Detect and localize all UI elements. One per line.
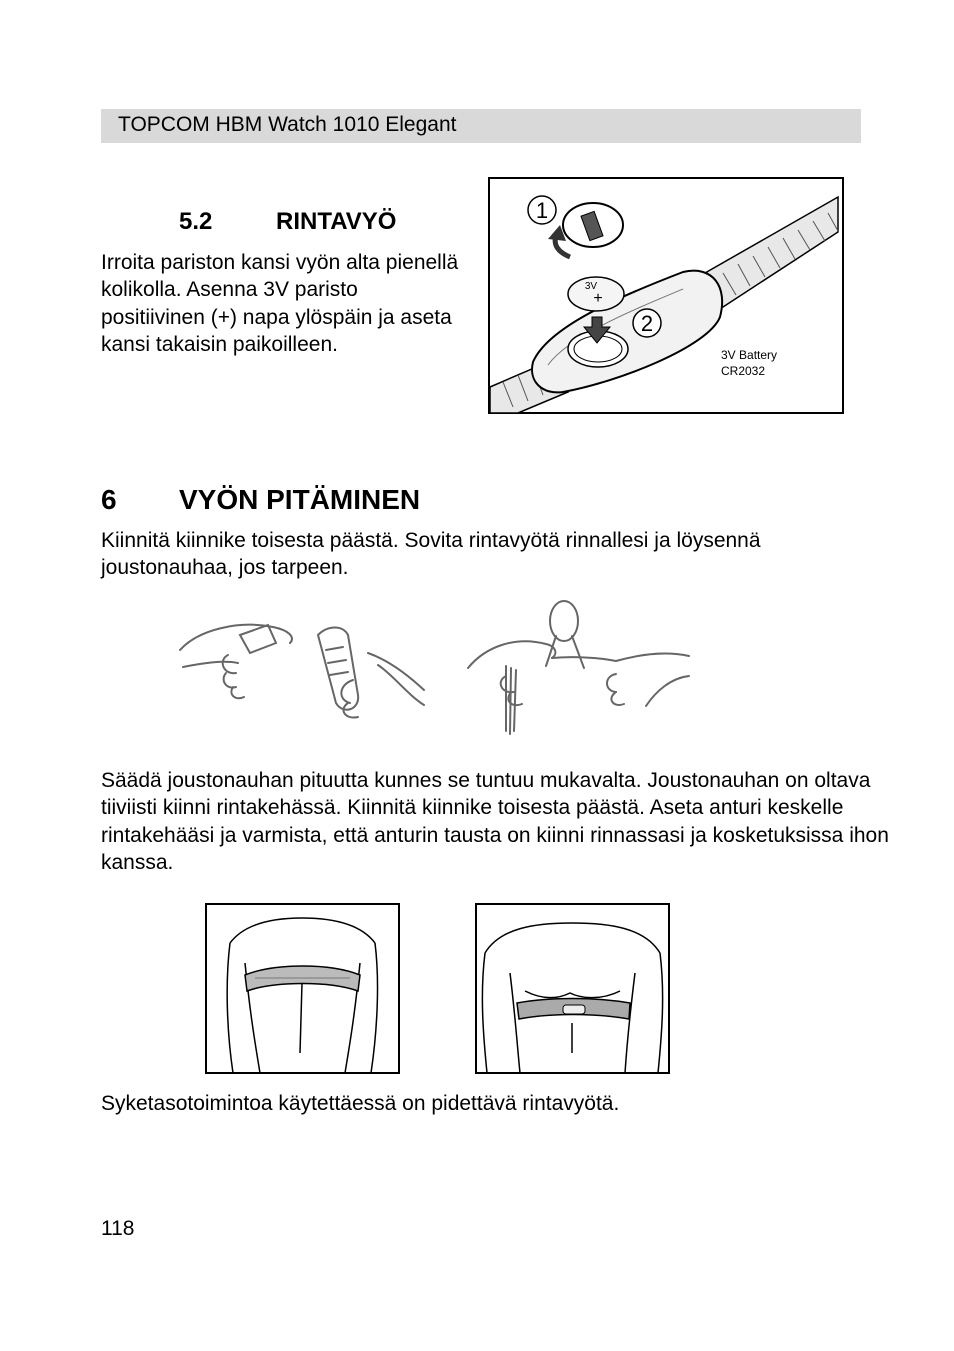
hands-attach-clip-illustration	[178, 605, 426, 725]
torso-back-strap-illustration	[205, 903, 400, 1074]
document-title: TOPCOM HBM Watch 1010 Elegant	[118, 113, 457, 136]
battery-label-line2: CR2032	[721, 364, 766, 378]
coin-plus-label: +	[593, 290, 603, 307]
step-1-marker: 1	[535, 198, 549, 223]
battery-label-line1: 3V Battery	[721, 348, 778, 362]
section-6-number: 6	[101, 484, 117, 515]
step-2-marker: 2	[640, 311, 654, 336]
section-6-adjust-text: Säädä joustonauhan pituutta kunnes se tuntuu mukavalta. Joustonauhan on oltava tiiviisti kiinni rintakehässä. Kiinnitä kiinnike toisesta päästä. Aseta anturi keskelle rintakehääsi ja varmista, että anturin tausta on kiinni rinnassasi ja kosketuksissa ihon kanssa.	[101, 769, 889, 875]
hands-loosen-strap-illustration	[466, 596, 691, 736]
torso-front-strap-illustration	[475, 903, 670, 1074]
coin-voltage-label: 3V	[584, 281, 598, 292]
section-5-2-number: 5.2	[179, 208, 213, 235]
page-number: 118	[101, 1217, 135, 1240]
section-5-2-body: Irroita pariston kansi vyön alta pienellä kolikolla. Asenna 3V paristo positiivinen (+) napa ylöspäin ja aseta kansi takaisin paikoilleen.	[101, 251, 459, 357]
battery-install-illustration	[488, 177, 844, 414]
section-6-note: Syketasotoimintoa käytettäessä on pidettävä rintavyötä.	[101, 1092, 620, 1115]
section-5-2-title: RINTAVYÖ	[276, 208, 397, 235]
section-6-intro: Kiinnitä kiinnike toisesta päästä. Sovita rintavyötä rinnallesi ja löysennä joustonauhaa, jos tarpeen.	[101, 529, 761, 580]
section-6-title: VYÖN PITÄMINEN	[179, 484, 421, 515]
header-bar	[101, 109, 861, 143]
